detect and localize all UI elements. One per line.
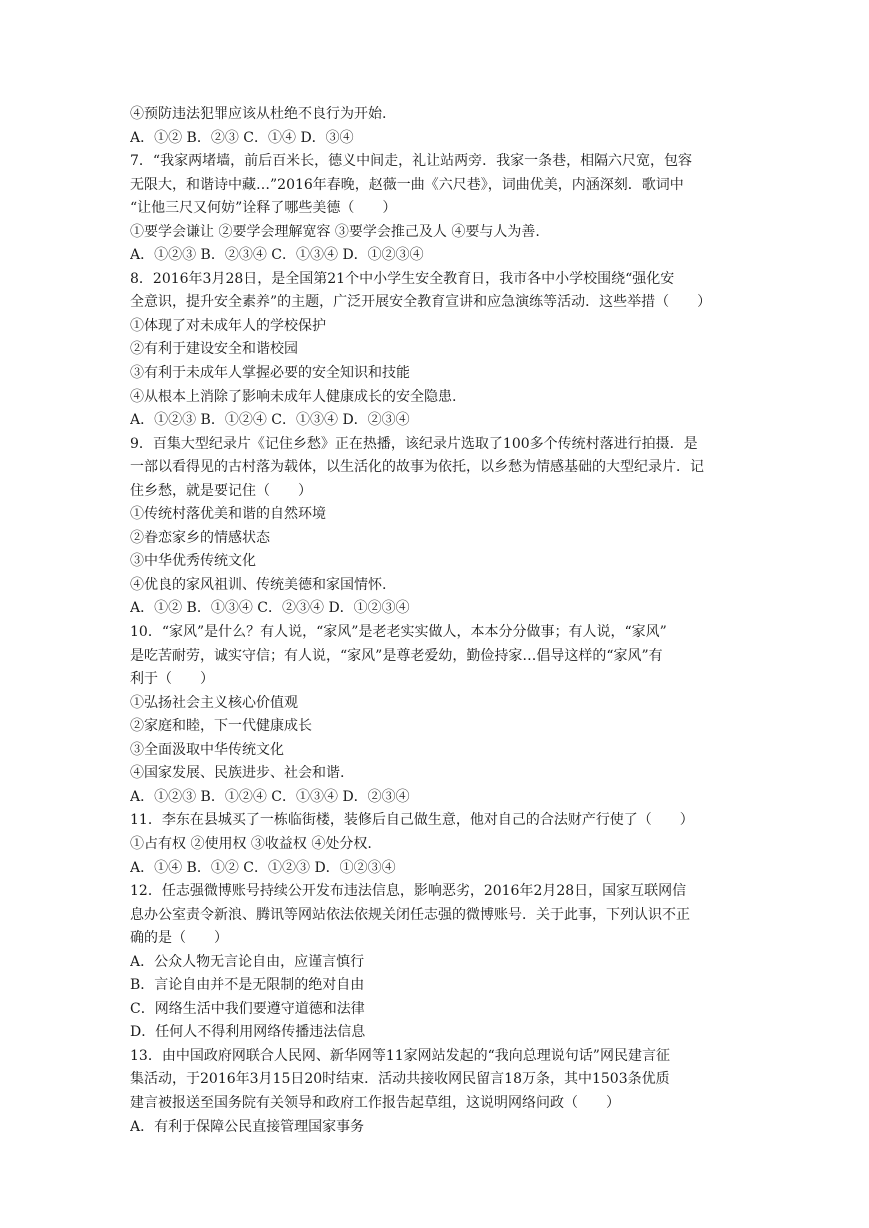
text-line: A．①④ B．①② C．①②③ D．①②③④ bbox=[130, 859, 396, 876]
text-line: 10．“家风”是什么？有人说，“家风”是老老实实做人，本本分分做事；有人说，“家风” bbox=[130, 624, 667, 641]
text-line: ③有利于未成年人掌握必要的安全知识和技能 bbox=[130, 365, 410, 382]
text-line: 12．任志强微博账号持续公开发布违法信息，影响恶劣，2016年2月28日，国家互联网信 bbox=[130, 883, 687, 900]
text-line: “让他三尺又何妨”诠释了哪些美德（ ） bbox=[130, 200, 397, 217]
text-line: 息办公室责令新浪、腾讯等网站依法依规关闭任志强的微博账号．关于此事，下列认识不正 bbox=[130, 906, 690, 923]
text-line: 全意识，提升安全素养”的主题，广泛开展安全教育宣讲和应急演练等活动．这些举措（ ） bbox=[130, 294, 712, 311]
text-line: ④预防违法犯罪应该从杜绝不良行为开始. bbox=[130, 106, 387, 122]
text-line: 集活动，于2016年3月15日20时结束．活动共接收网民留言18万条，其中1503条优质 bbox=[130, 1071, 670, 1088]
text-line: A．①②③ B．①②④ C．①③④ D．②③④ bbox=[130, 412, 410, 429]
text-line: ②有利于建设安全和谐校园 bbox=[130, 341, 298, 358]
text-line: A．①②③ B．①②④ C．①③④ D．②③④ bbox=[130, 788, 410, 805]
text-line: A．公众人物无言论自由，应谨言慎行 bbox=[130, 953, 365, 970]
text-line: 确的是（ ） bbox=[130, 930, 228, 947]
document-page bbox=[130, 103, 745, 1139]
text-line: ②眷恋家乡的情感状态 bbox=[130, 529, 270, 546]
text-line: A．有利于保障公民直接管理国家事务 bbox=[130, 1118, 365, 1135]
text-line: ①占有权 ②使用权 ③收益权 ④处分权. bbox=[130, 835, 372, 852]
text-line: 13．由中国政府网联合人民网、新华网等11家网站发起的“我向总理说句话”网民建言征 bbox=[130, 1047, 670, 1064]
text-line: 建言被报送至国务院有关领导和政府工作报告起草组，这说明网络问政（ ） bbox=[130, 1094, 620, 1111]
text-line: ③中华优秀传统文化 bbox=[130, 553, 256, 570]
text-line: 利于（ ） bbox=[130, 671, 214, 688]
text-line: 是吃苦耐劳，诚实守信；有人说，“家风”是尊老爱幼，勤俭持家…倡导这样的“家风”有 bbox=[130, 647, 663, 664]
text-line: ④从根本上消除了影响未成年人健康成长的安全隐患. bbox=[130, 388, 457, 405]
text-line: 住乡愁，就是要记住（ ） bbox=[130, 482, 312, 499]
text-line: ①弘扬社会主义核心价值观 bbox=[130, 694, 298, 711]
text-line: D．任何人不得利用网络传播违法信息 bbox=[130, 1024, 366, 1041]
text-line: B．言论自由并不是无限制的绝对自由 bbox=[130, 977, 365, 994]
text-line: 无限大，和谐诗中藏…”2016年春晚，赵薇一曲《六尺巷》，词曲优美，内涵深刻．歌词中 bbox=[130, 176, 684, 193]
text-line: 11．李东在县城买了一栋临街楼，装修后自己做生意，他对自己的合法财产行使了（ ） bbox=[130, 812, 694, 829]
text-line: ④国家发展、民族进步、社会和谐. bbox=[130, 765, 345, 782]
text-line: A．①② B．②③ C．①④ D．③④ bbox=[130, 129, 354, 146]
text-line: C．网络生活中我们要遵守道德和法律 bbox=[130, 1000, 365, 1017]
text-line: ①要学会谦让 ②要学会理解宽容 ③要学会推己及人 ④要与人为善. bbox=[130, 223, 540, 240]
text-line: ④优良的家风祖训、传统美德和家国情怀. bbox=[130, 576, 387, 593]
text-line: 8．2016年3月28日，是全国第21个中小学生安全教育日，我市各中小学校围绕“强化安 bbox=[130, 270, 675, 287]
text-line: 7．“我家两堵墙，前后百米长，德义中间走，礼让站两旁．我家一条巷，相隔六尺宽，包容 bbox=[130, 153, 693, 170]
text-line: A．①②③ B．②③④ C．①③④ D．①②③④ bbox=[130, 247, 424, 264]
text-line: ①传统村落优美和谐的自然环境 bbox=[130, 506, 326, 523]
text-line: ③全面汲取中华传统文化 bbox=[130, 741, 284, 758]
text-line: 9．百集大型纪录片《记住乡愁》正在热播，该纪录片选取了100多个传统村落进行拍摄．是 bbox=[130, 435, 698, 452]
text-line: A．①② B．①③④ C．②③④ D．①②③④ bbox=[130, 600, 410, 617]
text-line: ①体现了对未成年人的学校保护 bbox=[130, 317, 326, 334]
text-line: ②家庭和睦，下一代健康成长 bbox=[130, 718, 312, 735]
text-line: 一部以看得见的古村落为载体，以生活化的故事为依托，以乡愁为情感基础的大型纪录片．记 bbox=[130, 459, 704, 476]
